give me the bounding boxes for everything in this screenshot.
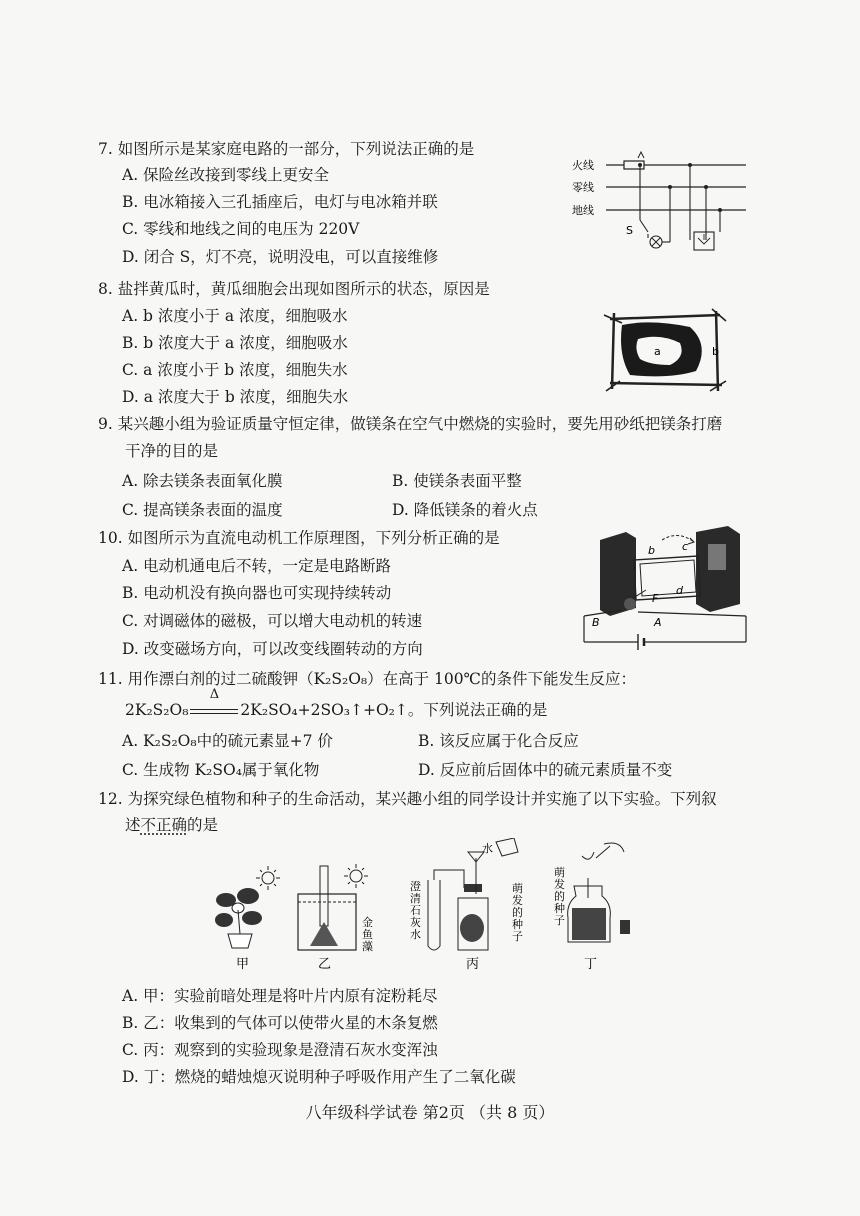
q12-emphasis-not-correct: 不正确: [140, 816, 188, 834]
q7-stem: 7. 如图所示是某家庭电路的一部分，下列说法正确的是: [98, 140, 475, 158]
q12-option-a: A. 甲：实验前暗处理是将叶片内原有淀粉耗尽: [122, 987, 438, 1005]
q9-option-d: D. 降低镁条的着火点: [392, 501, 538, 519]
q8-stem: 8. 盐拌黄瓜时，黄瓜细胞会出现如图所示的状态，原因是: [98, 280, 490, 298]
sun-icon: [262, 872, 274, 884]
q7-option-d: D. 闭合 S，灯不亮，说明没电，可以直接维修: [122, 248, 439, 266]
q10-option-b: B. 电动机没有换向器也可实现持续转动: [122, 584, 392, 602]
label-limewater: 澄清石灰水: [410, 880, 421, 941]
dc-motor-diagram: [578, 520, 758, 655]
q9-option-c: C. 提高镁条表面的温度: [122, 501, 283, 519]
label-b: b: [648, 544, 655, 557]
equation-products: 2K₂SO₄+2SO₃↑+O₂↑。下列说法正确的是: [240, 701, 548, 719]
q7-option-b: B. 电冰箱接入三孔插座后，电灯与电冰箱并联: [122, 193, 438, 211]
label-goldfish-weed: 金鱼藻: [362, 916, 373, 953]
q7-option-a: A. 保险丝改接到零线上更安全: [122, 166, 330, 184]
q12-stem: 12. 为探究绿色植物和种子的生命活动，某兴趣小组的同学设计并实施了以下实验。下列叙: [98, 790, 717, 808]
switch-label: S: [626, 224, 633, 237]
live-wire-label: 火线: [572, 159, 594, 172]
label-yi: 乙: [318, 957, 332, 972]
q12-option-c: C. 丙：观察到的实验现象是澄清石灰水变浑浊: [122, 1041, 438, 1059]
q11-option-c: C. 生成物 K₂SO₄属于氧化物: [122, 761, 320, 779]
q12-stem-part3: 的是: [187, 816, 219, 834]
q12-option-b: B. 乙：收集到的气体可以使带火星的木条复燃: [122, 1014, 438, 1032]
cucumber-cell-diagram: [600, 305, 730, 395]
q11-option-b: B. 该反应属于化合反应: [418, 732, 579, 750]
q11-option-a: A. K₂S₂O₈中的硫元素显+7 价: [122, 732, 333, 750]
household-circuit-diagram: [570, 150, 760, 265]
label-jia: 甲: [236, 957, 250, 972]
page-footer: 八年级科学试卷 第2页 （共 8 页）: [305, 1103, 555, 1122]
q11-option-d: D. 反应前后固体中的硫元素质量不变: [418, 761, 673, 779]
experiment-figures: [210, 838, 650, 973]
label-brush-b: B: [592, 616, 600, 629]
label-b: b: [712, 345, 719, 358]
figure-bing: [410, 838, 523, 972]
neutral-wire-label: 零线: [572, 181, 594, 194]
q8-option-a: A. b 浓度小于 a 浓度，细胞吸水: [122, 307, 348, 325]
q7-option-c: C. 零线和地线之间的电压为 220V: [122, 220, 360, 238]
label-seeds-bing: 萌发的种子: [512, 882, 523, 943]
q12-stem-cont: [125, 815, 218, 835]
sun-icon: [350, 870, 362, 882]
label-ding: 丁: [584, 957, 598, 972]
figure-ding: [554, 843, 630, 972]
q10-stem: 10. 如图所示为直流电动机工作原理图，下列分析正确的是: [98, 529, 500, 547]
commutator-icon: [624, 598, 636, 610]
q12-option-d: D. 丁：燃烧的蜡烛熄灭说明种子呼吸作用产生了二氧化碳: [122, 1068, 516, 1086]
equation-reactants: 2K₂S₂O₈: [125, 701, 189, 719]
q9-option-a: A. 除去镁条表面氧化膜: [122, 472, 283, 490]
weed-char-1: 金: [362, 916, 373, 929]
label-water: 水: [482, 842, 493, 855]
label-seeds-ding: 萌发的种子: [554, 866, 565, 927]
q10-option-a: A. 电动机通电后不转，一定是电路断路: [122, 557, 392, 575]
q12-stem-part1: 述: [125, 816, 141, 834]
figure-yi: [298, 864, 373, 972]
heat-symbol: Δ: [209, 687, 220, 702]
q11-stem: 11. 用作漂白剂的过二硫酸钾（K₂S₂O₈）在高于 100℃的条件下能发生反应：: [98, 670, 636, 688]
label-d: d: [676, 584, 683, 597]
ground-wire-label: 地线: [572, 204, 594, 217]
label-brush-a: A: [654, 616, 662, 629]
reaction-condition: [188, 687, 240, 720]
q10-option-c: C. 对调磁体的磁极，可以增大电动机的转速: [122, 612, 423, 630]
label-bing: 丙: [466, 957, 480, 972]
label-c: c: [682, 540, 689, 553]
q9-stem: 9. 某兴趣小组为验证质量守恒定律，做镁条在空气中燃烧的实验时，要先用砂纸把镁条打磨: [98, 415, 723, 433]
label-a: a: [654, 345, 661, 358]
q8-option-b: B. b 浓度大于 a 浓度，细胞吸水: [122, 334, 348, 352]
figure-jia: [215, 866, 280, 972]
q9-option-b: B. 使镁条表面平整: [392, 472, 522, 490]
q8-option-c: C. a 浓度小于 b 浓度，细胞失水: [122, 361, 348, 379]
q9-stem-cont: 干净的目的是: [125, 442, 219, 460]
q10-option-d: D. 改变磁场方向，可以改变线圈转动的方向: [122, 640, 423, 658]
q8-option-d: D. a 浓度大于 b 浓度，细胞失水: [122, 388, 349, 406]
label-f: F: [652, 592, 659, 605]
q11-equation: [125, 687, 548, 720]
